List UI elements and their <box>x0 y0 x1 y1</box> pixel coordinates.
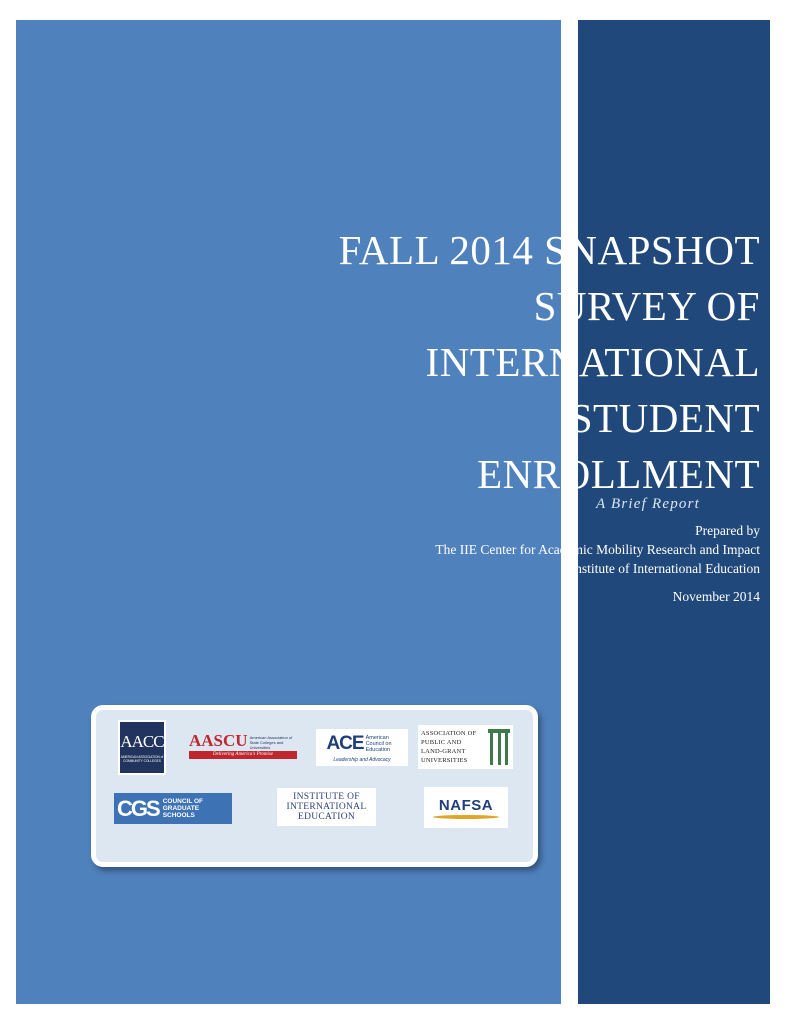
ace-logo <box>316 729 408 766</box>
aplu-logo-line: LAND-GRANT <box>421 748 466 755</box>
aplu-logo-line: UNIVERSITIES <box>421 757 468 764</box>
iie-logo <box>277 788 376 826</box>
cover-right-panel <box>578 20 770 1004</box>
title-line: INTERNATIONAL <box>425 339 760 385</box>
cgs-logo-line: COUNCIL OF <box>162 798 204 805</box>
aacc-logo-text: AMERICAN ASSOCIATION of COMMUNITY COLLEGES <box>120 755 164 763</box>
swoosh-icon <box>433 815 499 819</box>
ace-logo-tagline: Leadership and Advocacy <box>333 756 391 763</box>
preparer-center: The IIE Center for Academic Mobility Research and Impact <box>435 542 760 557</box>
title-line: FALL 2014 SNAPSHOT <box>338 227 760 273</box>
aascu-logo-tagline: Delivering America's Promise <box>189 751 297 759</box>
aacc-logo <box>118 720 166 775</box>
title-line: ENROLLMENT <box>477 451 760 497</box>
aacc-logo-mark: AACC <box>120 732 164 751</box>
ace-logo-mark: ACE <box>326 732 364 754</box>
aplu-logo-line: ASSOCIATION OF <box>421 730 477 737</box>
aplu-logo-line: PUBLIC AND <box>421 739 462 746</box>
report-subtitle: A Brief Report <box>595 496 700 512</box>
cgs-logo-line: GRADUATE SCHOOLS <box>162 805 200 819</box>
iie-logo-line: INTERNATIONAL <box>286 802 367 812</box>
aascu-logo-text: American Association of State Colleges and Universities <box>249 734 293 750</box>
prepared-by-label: Prepared by <box>695 523 760 538</box>
aascu-logo <box>189 730 297 760</box>
report-title <box>260 222 760 502</box>
title-line: STUDENT <box>569 395 760 441</box>
iie-logo-line: INSTITUTE OF <box>293 792 360 802</box>
preparer-block <box>300 521 760 578</box>
aplu-logo <box>418 725 513 769</box>
aascu-logo-mark: AASCU <box>189 730 248 750</box>
ace-logo-text: American Council on Education <box>365 734 392 753</box>
cgs-logo <box>114 793 232 824</box>
nafsa-logo <box>424 787 508 828</box>
title-line: SURVEY OF <box>533 283 760 329</box>
cgs-logo-mark: CGS <box>117 795 159 821</box>
iie-logo-line: EDUCATION <box>297 812 356 822</box>
nafsa-logo-mark: NAFSA <box>438 796 494 814</box>
preparer-institute: Institute of International Education <box>570 561 760 576</box>
report-date: November 2014 <box>672 589 760 604</box>
columns-icon <box>488 729 510 765</box>
